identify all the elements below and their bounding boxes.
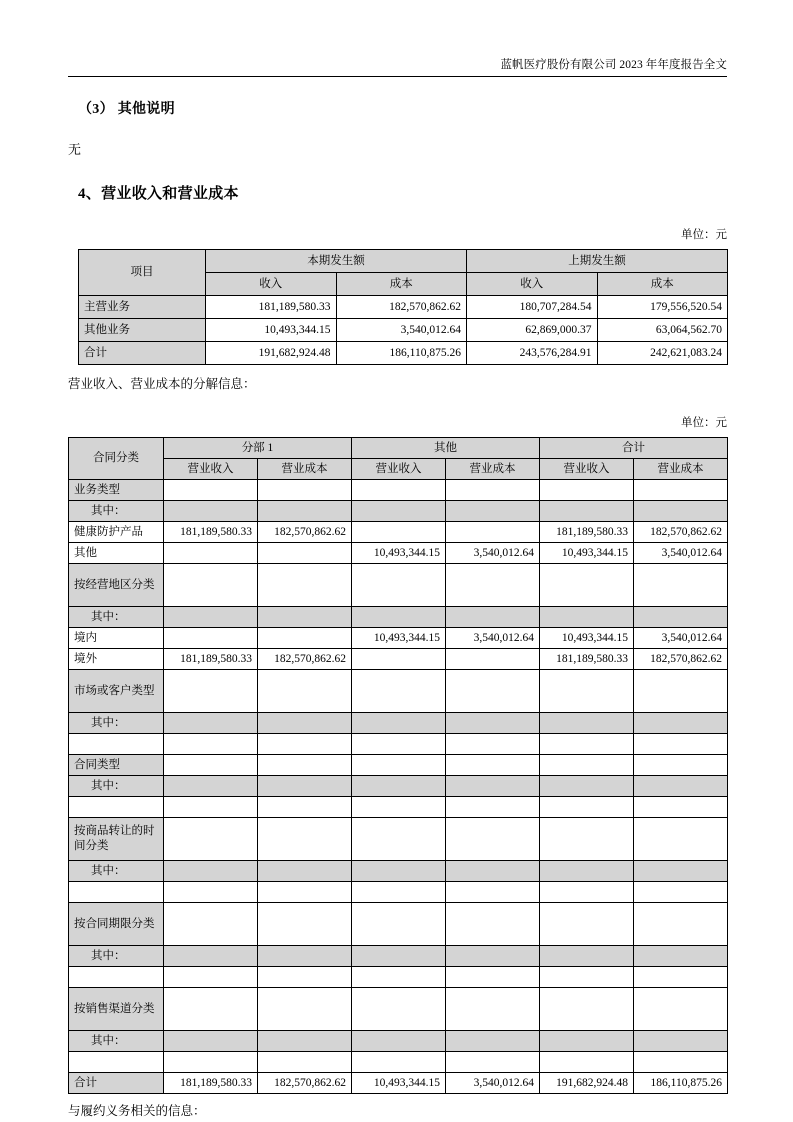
cell-total-revenue — [540, 480, 634, 501]
col-header-other-revenue: 营业收入 — [352, 459, 446, 480]
cell-other-cost — [446, 564, 540, 607]
cell-other-revenue — [352, 903, 446, 946]
col-header-seg1-cost: 营业成本 — [258, 459, 352, 480]
row-label: 其中： — [69, 861, 164, 882]
row-label: 按商品转让的时间分类 — [69, 818, 164, 861]
cell-seg1-revenue — [164, 543, 258, 564]
table-row — [69, 501, 728, 522]
cell-seg1-cost — [258, 1031, 352, 1052]
row-label: 境外 — [69, 649, 164, 670]
cell-seg1-revenue — [164, 988, 258, 1031]
cell-total-revenue: 191,682,924.48 — [540, 1073, 634, 1094]
col-header-current-period: 本期发生额 — [206, 250, 467, 273]
table-row — [69, 607, 728, 628]
col-header-seg1-revenue: 营业收入 — [164, 459, 258, 480]
cell-other-cost — [446, 1052, 540, 1073]
cell-seg1-revenue — [164, 967, 258, 988]
cell-current-revenue: 181,189,580.33 — [206, 296, 337, 319]
table-row — [69, 797, 728, 818]
cell-seg1-revenue — [164, 501, 258, 522]
cell-total-revenue: 181,189,580.33 — [540, 522, 634, 543]
cell-other-cost: 3,540,012.64 — [446, 628, 540, 649]
row-label: 市场或客户类型 — [69, 670, 164, 713]
cell-total-revenue — [540, 861, 634, 882]
cell-other-cost — [446, 501, 540, 522]
cell-total-cost — [634, 1052, 728, 1073]
cell-seg1-revenue — [164, 818, 258, 861]
cell-total-cost — [634, 755, 728, 776]
col-header-prior-revenue: 收入 — [467, 273, 598, 296]
cell-total-cost — [634, 776, 728, 797]
cell-total-cost: 3,540,012.64 — [634, 543, 728, 564]
col-header-prior-cost: 成本 — [597, 273, 728, 296]
table-row — [69, 882, 728, 903]
cell-other-revenue — [352, 967, 446, 988]
cell-other-revenue — [352, 776, 446, 797]
cell-seg1-cost — [258, 818, 352, 861]
cell-other-cost — [446, 755, 540, 776]
cell-seg1-revenue — [164, 607, 258, 628]
cell-current-revenue: 10,493,344.15 — [206, 319, 337, 342]
cell-other-revenue — [352, 1031, 446, 1052]
row-label — [69, 882, 164, 903]
cell-other-cost — [446, 776, 540, 797]
cell-total-cost — [634, 713, 728, 734]
row-label — [69, 734, 164, 755]
cell-seg1-cost — [258, 861, 352, 882]
unit-label-table-2: 单位：元 — [681, 417, 727, 429]
cell-other-cost — [446, 797, 540, 818]
col-header-item: 项目 — [79, 250, 206, 296]
cell-other-revenue — [352, 734, 446, 755]
table-row — [69, 755, 728, 776]
row-label — [69, 797, 164, 818]
heading-revenue-and-cost: 4、营业收入和营业成本 — [78, 186, 239, 202]
cell-other-revenue — [352, 755, 446, 776]
cell-other-cost — [446, 946, 540, 967]
cell-total-revenue — [540, 670, 634, 713]
cell-seg1-cost — [258, 501, 352, 522]
cell-total-revenue: 10,493,344.15 — [540, 543, 634, 564]
cell-seg1-cost — [258, 967, 352, 988]
row-label: 其中： — [69, 1031, 164, 1052]
cell-total-cost — [634, 882, 728, 903]
cell-other-cost: 3,540,012.64 — [446, 543, 540, 564]
col-header-segment-1: 分部 1 — [164, 438, 352, 459]
col-header-current-revenue: 收入 — [206, 273, 337, 296]
cell-seg1-revenue — [164, 882, 258, 903]
cell-total-revenue — [540, 1052, 634, 1073]
table-row — [79, 342, 728, 365]
cell-total-revenue — [540, 882, 634, 903]
table-contract-breakdown — [68, 437, 728, 1094]
cell-seg1-revenue — [164, 776, 258, 797]
cell-total-revenue — [540, 755, 634, 776]
row-label: 其中： — [69, 607, 164, 628]
cell-other-revenue — [352, 818, 446, 861]
cell-seg1-revenue — [164, 1052, 258, 1073]
table-row — [69, 564, 728, 607]
subheading-other-notes: （3） 其他说明 — [78, 102, 175, 117]
table-row — [69, 522, 728, 543]
table-row — [69, 1073, 728, 1094]
cell-total-cost — [634, 861, 728, 882]
cell-seg1-revenue — [164, 734, 258, 755]
row-label — [69, 967, 164, 988]
row-label: 其中： — [69, 713, 164, 734]
cell-other-cost — [446, 988, 540, 1031]
unit-label-table-1: 单位：元 — [681, 229, 727, 241]
cell-seg1-cost — [258, 946, 352, 967]
cell-other-revenue — [352, 480, 446, 501]
cell-other-cost — [446, 1031, 540, 1052]
cell-total-cost: 182,570,862.62 — [634, 522, 728, 543]
cell-other-revenue — [352, 882, 446, 903]
table-header-row — [79, 250, 728, 273]
cell-total-revenue — [540, 818, 634, 861]
cell-total-revenue: 181,189,580.33 — [540, 649, 634, 670]
cell-seg1-cost: 182,570,862.62 — [258, 522, 352, 543]
cell-other-revenue — [352, 988, 446, 1031]
cell-other-revenue — [352, 607, 446, 628]
row-label: 合同类型 — [69, 755, 164, 776]
row-label: 其中： — [69, 946, 164, 967]
cell-seg1-revenue — [164, 480, 258, 501]
cell-seg1-revenue — [164, 628, 258, 649]
cell-total-revenue — [540, 607, 634, 628]
cell-total-revenue — [540, 946, 634, 967]
cell-current-revenue: 191,682,924.48 — [206, 342, 337, 365]
cell-prior-revenue: 243,576,284.91 — [467, 342, 598, 365]
cell-other-revenue — [352, 670, 446, 713]
cell-seg1-revenue: 181,189,580.33 — [164, 649, 258, 670]
table-row — [69, 713, 728, 734]
cell-seg1-cost — [258, 734, 352, 755]
cell-seg1-revenue — [164, 564, 258, 607]
cell-seg1-cost — [258, 1052, 352, 1073]
cell-seg1-cost — [258, 988, 352, 1031]
cell-other-cost — [446, 713, 540, 734]
cell-total-cost — [634, 818, 728, 861]
cell-seg1-revenue — [164, 861, 258, 882]
cell-other-revenue — [352, 501, 446, 522]
cell-seg1-cost — [258, 882, 352, 903]
cell-other-cost — [446, 734, 540, 755]
cell-other-revenue — [352, 797, 446, 818]
cell-total-cost — [634, 988, 728, 1031]
cell-other-revenue — [352, 713, 446, 734]
cell-other-revenue — [352, 1052, 446, 1073]
cell-total-revenue — [540, 564, 634, 607]
cell-total-revenue — [540, 776, 634, 797]
table-row — [69, 734, 728, 755]
cell-total-cost — [634, 903, 728, 946]
cell-total-cost: 186,110,875.26 — [634, 1073, 728, 1094]
row-label: 其他业务 — [79, 319, 206, 342]
col-header-contract-category: 合同分类 — [69, 438, 164, 480]
cell-other-cost — [446, 607, 540, 628]
table-row — [69, 670, 728, 713]
cell-other-cost — [446, 522, 540, 543]
cell-seg1-revenue — [164, 670, 258, 713]
table-row — [69, 861, 728, 882]
cell-total-cost: 182,570,862.62 — [634, 649, 728, 670]
cell-seg1-cost — [258, 776, 352, 797]
note-decomposition: 营业收入、营业成本的分解信息： — [68, 377, 256, 391]
table-row — [69, 480, 728, 501]
table-row — [69, 1031, 728, 1052]
cell-total-cost — [634, 946, 728, 967]
cell-other-revenue: 10,493,344.15 — [352, 628, 446, 649]
cell-total-revenue — [540, 1031, 634, 1052]
cell-other-revenue — [352, 522, 446, 543]
cell-seg1-cost — [258, 628, 352, 649]
cell-total-cost — [634, 607, 728, 628]
col-header-total: 合计 — [540, 438, 728, 459]
cell-other-cost — [446, 670, 540, 713]
cell-total-revenue — [540, 988, 634, 1031]
cell-total-cost: 3,540,012.64 — [634, 628, 728, 649]
cell-seg1-cost — [258, 713, 352, 734]
cell-other-cost — [446, 649, 540, 670]
cell-seg1-cost: 182,570,862.62 — [258, 1073, 352, 1094]
cell-other-cost — [446, 903, 540, 946]
cell-other-cost: 3,540,012.64 — [446, 1073, 540, 1094]
row-label: 健康防护产品 — [69, 522, 164, 543]
col-header-current-cost: 成本 — [336, 273, 467, 296]
cell-other-cost — [446, 882, 540, 903]
cell-total-cost — [634, 1031, 728, 1052]
cell-total-revenue — [540, 903, 634, 946]
cell-seg1-cost — [258, 564, 352, 607]
header-divider-rule — [68, 76, 727, 77]
table-row — [69, 988, 728, 1031]
cell-total-revenue — [540, 713, 634, 734]
row-label: 其他 — [69, 543, 164, 564]
cell-seg1-cost — [258, 480, 352, 501]
cell-other-cost — [446, 967, 540, 988]
table-row — [69, 818, 728, 861]
cell-other-cost — [446, 818, 540, 861]
cell-other-revenue: 10,493,344.15 — [352, 543, 446, 564]
cell-prior-cost: 179,556,520.54 — [597, 296, 728, 319]
cell-total-revenue — [540, 734, 634, 755]
cell-current-cost: 182,570,862.62 — [336, 296, 467, 319]
row-label: 按经营地区分类 — [69, 564, 164, 607]
cell-other-cost — [446, 861, 540, 882]
cell-seg1-revenue — [164, 755, 258, 776]
cell-seg1-cost — [258, 543, 352, 564]
table-row — [69, 967, 728, 988]
row-label: 境内 — [69, 628, 164, 649]
table-row — [79, 319, 728, 342]
table-row — [69, 649, 728, 670]
cell-seg1-cost — [258, 903, 352, 946]
cell-seg1-revenue — [164, 713, 258, 734]
note-performance-obligation: 与履约义务相关的信息： — [68, 1104, 206, 1118]
paragraph-none: 无 — [68, 142, 82, 157]
row-label: 其中： — [69, 501, 164, 522]
cell-seg1-cost — [258, 670, 352, 713]
cell-prior-revenue: 180,707,284.54 — [467, 296, 598, 319]
row-label: 业务类型 — [69, 480, 164, 501]
col-header-total-cost: 营业成本 — [634, 459, 728, 480]
cell-total-cost — [634, 734, 728, 755]
cell-current-cost: 3,540,012.64 — [336, 319, 467, 342]
cell-seg1-cost — [258, 755, 352, 776]
cell-prior-revenue: 62,869,000.37 — [467, 319, 598, 342]
table-row — [69, 543, 728, 564]
table-header-row — [69, 438, 728, 459]
cell-other-revenue: 10,493,344.15 — [352, 1073, 446, 1094]
cell-current-cost: 186,110,875.26 — [336, 342, 467, 365]
cell-seg1-revenue: 181,189,580.33 — [164, 1073, 258, 1094]
row-label — [69, 1052, 164, 1073]
row-label: 其中： — [69, 776, 164, 797]
cell-total-revenue: 10,493,344.15 — [540, 628, 634, 649]
col-header-other: 其他 — [352, 438, 540, 459]
cell-other-revenue — [352, 649, 446, 670]
page-content — [68, 90, 727, 1120]
cell-seg1-revenue — [164, 797, 258, 818]
table-row — [69, 903, 728, 946]
row-label: 合计 — [69, 1073, 164, 1094]
cell-total-cost — [634, 564, 728, 607]
table-row — [69, 946, 728, 967]
cell-seg1-revenue: 181,189,580.33 — [164, 522, 258, 543]
cell-seg1-cost — [258, 797, 352, 818]
running-header: 蓝帆医疗股份有限公司 2023 年年度报告全文 — [500, 59, 727, 71]
cell-total-cost — [634, 501, 728, 522]
cell-total-cost — [634, 670, 728, 713]
row-label: 按销售渠道分类 — [69, 988, 164, 1031]
cell-seg1-revenue — [164, 946, 258, 967]
row-label: 合计 — [79, 342, 206, 365]
col-header-prior-period: 上期发生额 — [467, 250, 728, 273]
cell-other-cost — [446, 480, 540, 501]
cell-total-cost — [634, 967, 728, 988]
table-row — [79, 296, 728, 319]
table-subheader-row — [69, 459, 728, 480]
cell-prior-cost: 63,064,562.70 — [597, 319, 728, 342]
cell-total-cost — [634, 480, 728, 501]
col-header-total-revenue: 营业收入 — [540, 459, 634, 480]
cell-total-revenue — [540, 501, 634, 522]
table-row — [69, 776, 728, 797]
row-label: 按合同期限分类 — [69, 903, 164, 946]
table-row — [69, 628, 728, 649]
cell-other-revenue — [352, 861, 446, 882]
cell-seg1-cost: 182,570,862.62 — [258, 649, 352, 670]
cell-total-cost — [634, 797, 728, 818]
cell-seg1-revenue — [164, 903, 258, 946]
cell-other-revenue — [352, 946, 446, 967]
col-header-other-cost: 营业成本 — [446, 459, 540, 480]
row-label: 主营业务 — [79, 296, 206, 319]
cell-seg1-revenue — [164, 1031, 258, 1052]
cell-prior-cost: 242,621,083.24 — [597, 342, 728, 365]
cell-total-revenue — [540, 797, 634, 818]
cell-total-revenue — [540, 967, 634, 988]
table-row — [69, 1052, 728, 1073]
cell-seg1-cost — [258, 607, 352, 628]
table-revenue-cost — [78, 249, 728, 365]
cell-other-revenue — [352, 564, 446, 607]
